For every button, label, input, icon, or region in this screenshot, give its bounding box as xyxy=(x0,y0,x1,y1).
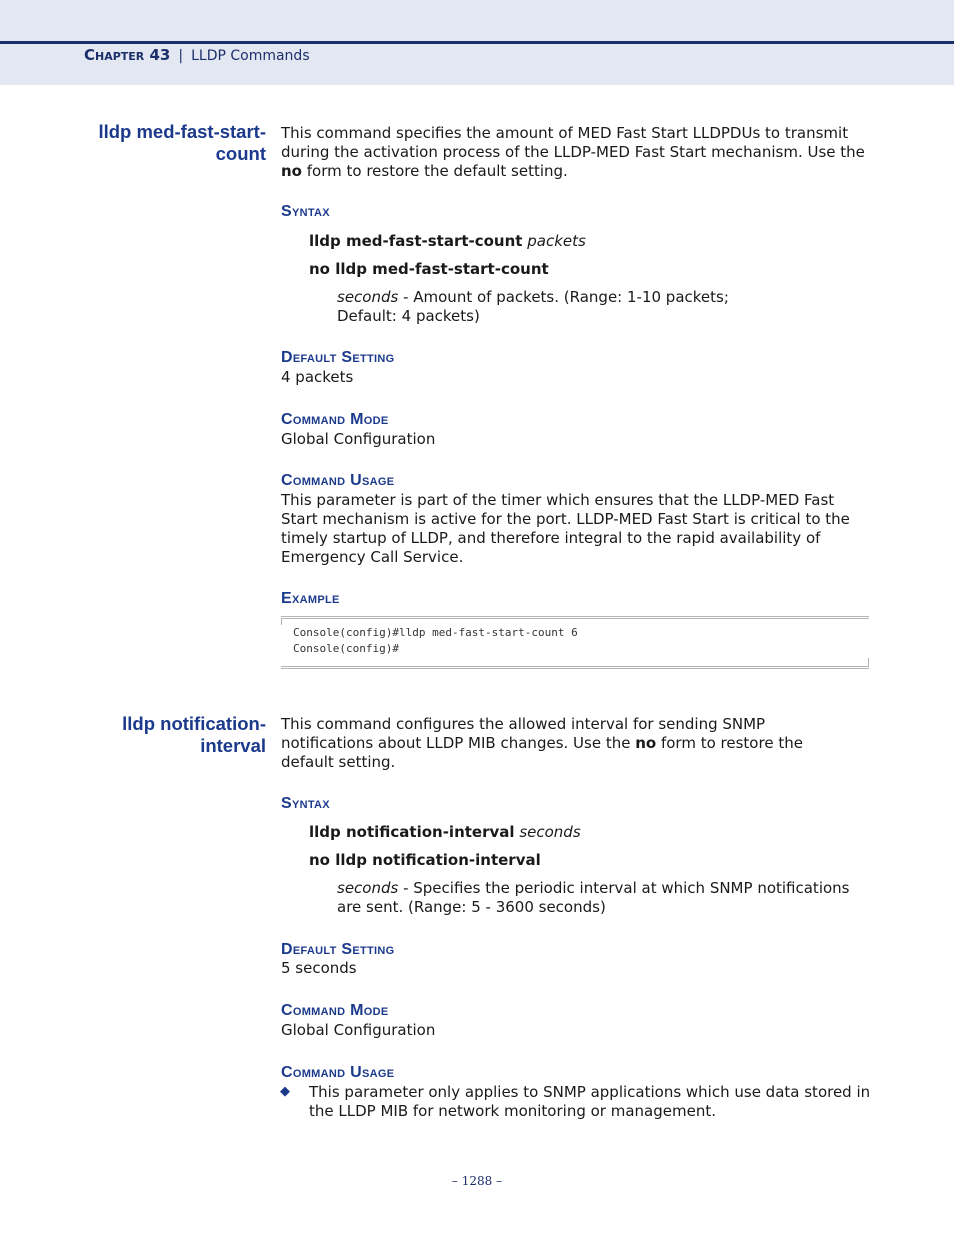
diamond-bullet-icon: ◆ xyxy=(280,1084,290,1099)
syntax-no-command xyxy=(309,851,541,870)
description-text: This command configures the allowed interval for sending SNMP notifications about LLDP MIB changes. Use the xyxy=(281,715,766,752)
syntax-argument: seconds xyxy=(519,823,581,841)
command-usage-text: This parameter is part of the timer which ensures that the LLDP-MED Fast Start mechanism is active for the port. LLDP-MED Fast Start is critical to the timely startup of LLDP, and therefore integral to the rapid availability of Emergency Call Service. xyxy=(281,491,850,566)
command-title-notification-interval xyxy=(122,713,266,757)
page-number: – 1288 – xyxy=(451,1174,503,1188)
description-text: form to restore the default setting. xyxy=(301,162,568,180)
command-usage-bullet-text: This parameter only applies to SNMP applications which use data stored in the LLDP MIB for network monitoring or management. xyxy=(309,1083,871,1120)
command-mode-value: Global Configuration xyxy=(281,430,436,448)
header-separator: | xyxy=(178,48,184,64)
command-title-line: interval xyxy=(200,735,266,756)
default-setting-heading: Default Setting xyxy=(281,941,395,958)
syntax-heading: Syntax xyxy=(281,795,330,812)
parameter-description xyxy=(337,879,877,917)
code-example xyxy=(281,616,869,669)
chapter-label: Chapter 43 xyxy=(84,46,171,64)
syntax-no-command xyxy=(309,260,549,279)
parameter-description xyxy=(337,288,767,326)
parameter-name: seconds xyxy=(337,288,399,306)
syntax-command xyxy=(309,823,581,842)
default-setting-value: 5 seconds xyxy=(281,959,357,977)
syntax-command xyxy=(309,232,586,251)
code-box-edge xyxy=(866,658,869,666)
description-keyword: no xyxy=(635,734,657,752)
syntax-argument: packets xyxy=(527,232,586,250)
command-description xyxy=(281,715,851,772)
description-keyword: no xyxy=(281,162,302,180)
command-mode-heading: Command Mode xyxy=(281,411,389,428)
command-title-line: lldp med-fast-start- xyxy=(98,121,266,142)
example-heading: Example xyxy=(281,590,340,607)
command-mode-value: Global Configuration xyxy=(281,1021,436,1039)
parameter-name: seconds xyxy=(337,879,399,897)
default-setting-heading: Default Setting xyxy=(281,349,395,366)
syntax-no-keyword: no lldp notification-interval xyxy=(309,851,541,869)
command-usage-heading: Command Usage xyxy=(281,472,395,489)
description-text: form to restore the default setting. xyxy=(281,734,803,771)
header-rule xyxy=(0,41,954,44)
code-box-edge xyxy=(281,619,284,625)
command-title-line: count xyxy=(215,143,266,164)
running-header xyxy=(84,46,310,64)
syntax-heading: Syntax xyxy=(281,203,330,220)
code-line: Console(config)# xyxy=(293,642,399,655)
command-mode-heading: Command Mode xyxy=(281,1002,389,1019)
command-usage-heading: Command Usage xyxy=(281,1064,395,1081)
description-text: This command specifies the amount of MED Fast Start LLDPDUs to transmit during the activation process of the LLDP-MED Fast Start mechanism. Use the xyxy=(281,124,865,161)
code-line: Console(config)#lldp med-fast-start-count 6 xyxy=(293,626,578,639)
syntax-no-keyword: no lldp med-fast-start-count xyxy=(309,260,549,278)
parameter-text: - Specifies the periodic interval at which SNMP notifications are sent. (Range: 5 - 3600 seconds) xyxy=(337,879,850,916)
command-title-med-fast-start-count xyxy=(98,121,266,165)
command-description xyxy=(281,124,871,181)
chapter-title: LLDP Commands xyxy=(191,48,310,64)
syntax-keyword: lldp med-fast-start-count xyxy=(309,232,523,250)
syntax-keyword: lldp notification-interval xyxy=(309,823,515,841)
default-setting-value: 4 packets xyxy=(281,368,354,386)
parameter-text: - Amount of packets. (Range: 1-10 packets; Default: 4 packets) xyxy=(337,288,729,325)
command-title-line: lldp notification- xyxy=(122,713,266,734)
